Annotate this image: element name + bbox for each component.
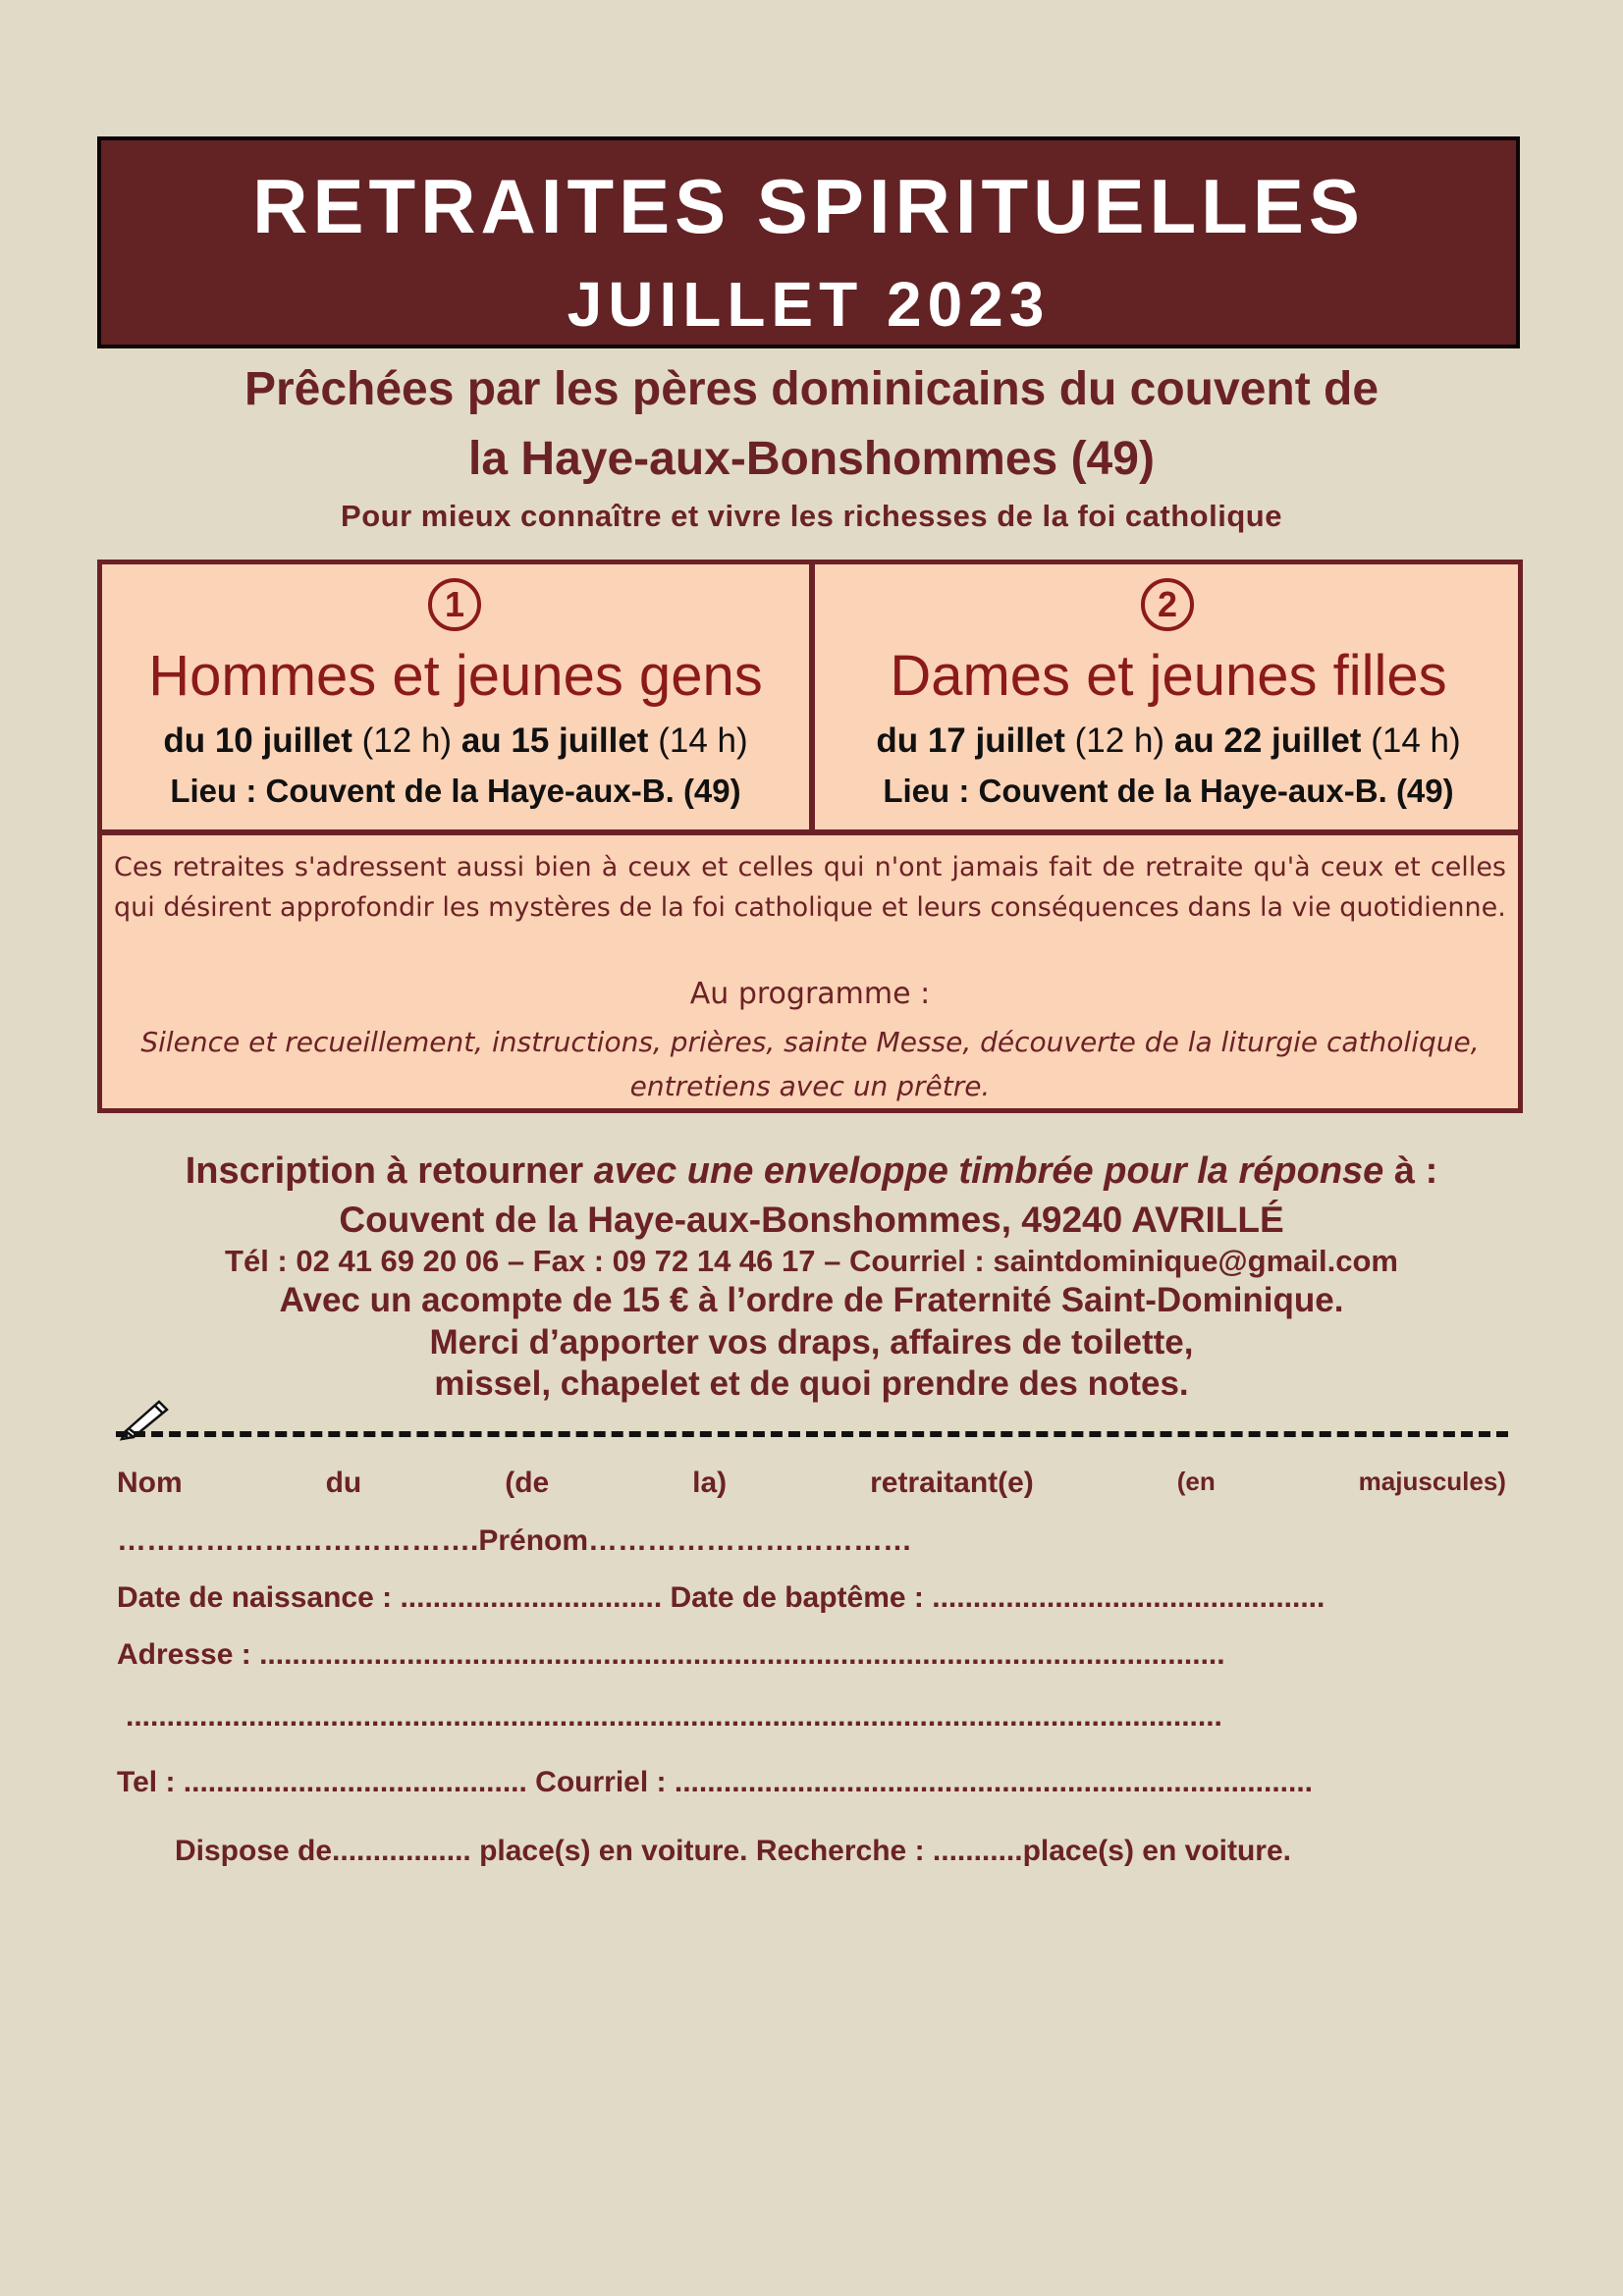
intro-line-2: la Haye-aux-Bonshommes (49) — [468, 433, 1155, 485]
inscription-address: Couvent de la Haye-aux-Bonshommes, 49240 AVRILLÉ — [339, 1200, 1284, 1240]
page-subtitle: JUILLET 2023 — [567, 269, 1051, 340]
form-naissance-line[interactable]: Date de naissance : ................................ Date de baptême : ................................................ — [117, 1581, 1325, 1614]
inscription-line — [59, 1150, 1564, 1193]
nom-word: (de — [505, 1467, 550, 1499]
retreat-card-women — [815, 564, 1522, 829]
page-title: RETRAITES SPIRITUELLES — [252, 163, 1365, 249]
inscription-b: avec une enveloppe timbrée pour la réponse — [593, 1150, 1384, 1192]
date-du: du — [876, 721, 919, 760]
date-du: du — [163, 721, 206, 760]
date-start: 17 juillet — [927, 721, 1065, 760]
cut-line — [116, 1431, 1508, 1437]
time-end: (14 h) — [658, 721, 748, 760]
date-au: au — [1173, 721, 1215, 760]
inscription-c: à : — [1393, 1150, 1438, 1192]
time-start: (12 h) — [1074, 721, 1165, 760]
form-adresse-line[interactable]: Adresse : ...................................................................................................................... — [117, 1638, 1225, 1671]
form-adresse-cont-line[interactable]: ...................................................................................................................................... — [126, 1700, 1222, 1733]
nom-word: retraitant(e) — [870, 1467, 1034, 1499]
inscription-merci-2: missel, chapelet et de quoi prendre des notes. — [434, 1364, 1189, 1403]
form-prenom-line[interactable]: ……………………………….Prénom…………………………… — [117, 1524, 913, 1557]
form-tel-line[interactable]: Tel : .......................................... Courriel : .............................................................................. — [117, 1766, 1313, 1798]
programme-text: Silence et recueillement, instructions, prières, sainte Messe, découverte de la liturgie catholique, entretiens avec un prêtre. — [140, 1026, 1480, 1102]
title-banner — [97, 136, 1520, 348]
intro-tagline: Pour mieux connaître et vivre les richesses de la foi catholique — [341, 499, 1282, 533]
retreat-dates — [815, 721, 1522, 761]
nom-word: (en — [1176, 1467, 1216, 1496]
inscription-acompte: Avec un acompte de 15 € à l’ordre de Fraternité Saint-Dominique. — [279, 1281, 1344, 1319]
date-start: 10 juillet — [214, 721, 352, 760]
retreat-location: Lieu : Couvent de la Haye-aux-B. (49) — [170, 773, 741, 809]
number-badge: 1 — [428, 578, 481, 631]
time-start: (12 h) — [361, 721, 453, 760]
number-badge: 2 — [1141, 578, 1194, 631]
retreats-table — [97, 560, 1523, 1113]
retreat-audience: Dames et jeunes filles — [890, 644, 1447, 708]
date-end: 22 juillet — [1223, 721, 1362, 760]
inscription-merci-1: Merci d’apporter vos draps, affaires de toilette, — [429, 1323, 1194, 1362]
date-end: 15 juillet — [511, 721, 649, 760]
programme-heading: Au programme : — [689, 977, 931, 1011]
retreat-card-men — [102, 564, 809, 829]
inscription-contact: Tél : 02 41 69 20 06 – Fax : 09 72 14 46 17 – Courriel : saintdominique@gmail.com — [225, 1244, 1398, 1278]
intro-line-1: Prêchées par les pères dominicains du couvent de — [243, 363, 1380, 415]
retreat-description: Ces retraites s'adressent aussi bien à ceux et celles qui n'ont jamais fait de retraite qu'à ceux et celles qui désirent approfondir les mystères de la foi catholique et leurs conséquences dans la vie quotidienne. — [114, 852, 1506, 923]
retreat-location: Lieu : Couvent de la Haye-aux-B. (49) — [883, 773, 1454, 809]
nom-word: du — [325, 1467, 362, 1499]
form-nom-line — [117, 1467, 1506, 1500]
retreat-dates — [102, 721, 809, 761]
date-au: au — [460, 721, 502, 760]
nom-word: majuscules) — [1358, 1467, 1506, 1496]
form-voiture-line[interactable]: Dispose de................. place(s) en voiture. Recherche : ...........place(s) en voiture. — [175, 1835, 1291, 1867]
inscription-a: Inscription à retourner — [185, 1150, 584, 1192]
retreat-audience: Hommes et jeunes gens — [148, 644, 763, 708]
nom-word: Nom — [117, 1467, 183, 1499]
time-end: (14 h) — [1371, 721, 1461, 760]
row-divider — [102, 829, 1518, 835]
nom-word: la) — [692, 1467, 728, 1499]
